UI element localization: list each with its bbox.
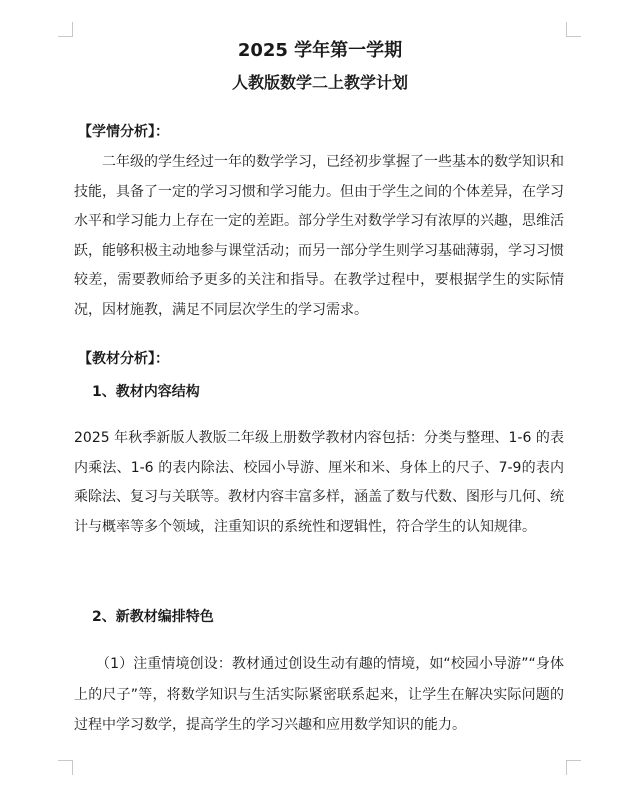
learning-analysis-paragraph: 二年级的学生经过一年的数学学习，已经初步掌握了一些基本的数学知识和技能，具备了一定的学习习惯和学习能力。但由于学生之间的个体差异，在学习水平和学习能力上存在一定的差距。部分学生对数学学习有浓厚的兴趣，思维活跃，能够积极主动地参与课堂活动；而另一部分学生则学习基础薄弱，学习习惯较差，需要教师给予更多的关注和指导。在教学过程中，要根据学生的实际情况，因材施教，满足不同层次学生的学习需求。	[74, 154, 564, 318]
content-structure-paragraph: 2025 年秋季新版人教版二年级上册数学教材内容包括：分类与整理、1-6 的表内乘法、1-6 的表内除法、校园小导游、厘米和米、身体上的尺子、7-9的表内乘除法、复习与关联等。教材内容丰富多样，涵盖了数与代数、图形与几何、统计与概率等多个领域，注重知识的系统性和逻辑性，符合学生的认知规律。	[74, 430, 564, 535]
textbook-features-paragraph: （1）注重情境创设：教材通过创设生动有趣的情境，如“校园小导游”“身体上的尺子”等，将数学知识与生活实际紧密联系起来，让学生在解决实际问题的过程中学习数学，提高学生的学习兴趣和应用数学知识的能力。	[74, 656, 564, 733]
document-title: 2025 学年第一学期	[237, 40, 403, 61]
learning-analysis-heading: 【学情分析】：	[78, 124, 169, 140]
document-subtitle: 人教版数学二上教学计划	[231, 73, 408, 92]
page-corner-mark-bottom-left	[58, 760, 73, 775]
textbook-features-heading: 2、新教材编排特色	[92, 609, 214, 625]
page-corner-mark-top-left	[58, 22, 73, 37]
page-corner-mark-bottom-right	[566, 760, 581, 775]
content-structure-heading: 1、教材内容结构	[92, 384, 200, 400]
page-corner-mark-top-right	[566, 22, 581, 37]
textbook-analysis-heading: 【教材分析】：	[78, 351, 169, 367]
